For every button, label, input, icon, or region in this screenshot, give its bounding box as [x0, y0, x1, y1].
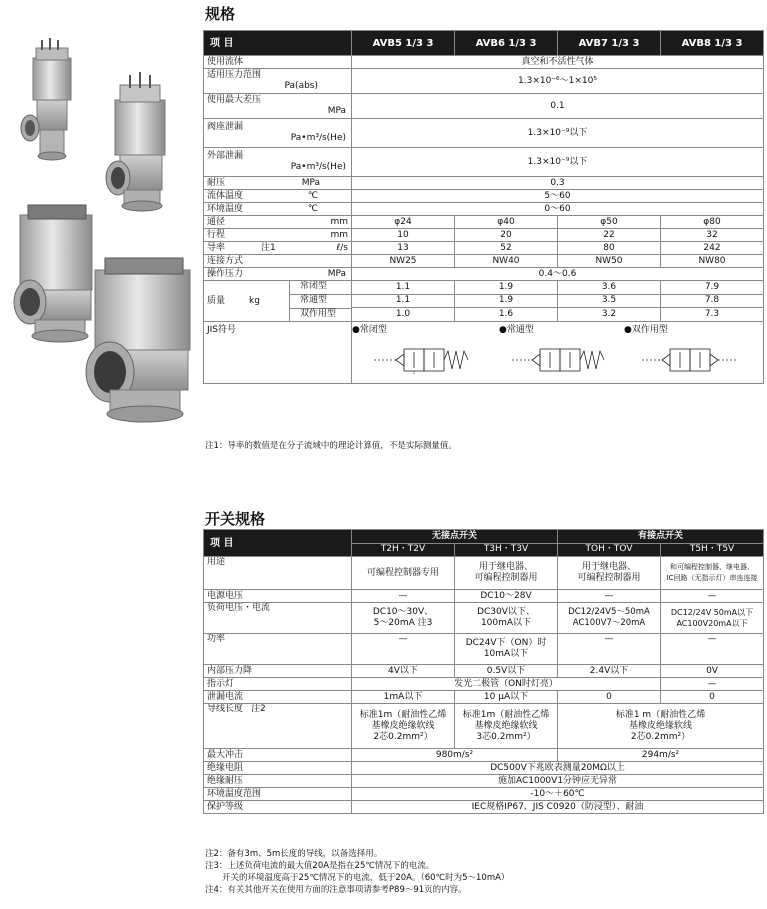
cell: NW40: [455, 255, 558, 268]
cell: 0: [558, 691, 661, 704]
cell-line: 可编程控制器用: [577, 573, 641, 583]
row-label: 外部泄漏: [207, 151, 244, 161]
row-label: 环境温度: [207, 203, 244, 214]
cell: —: [661, 634, 764, 665]
switch-section-title: 开关规格: [205, 510, 266, 528]
valve-photo-3: [14, 205, 92, 342]
spec-row-max-diff: [204, 94, 764, 119]
switch-model-header: T2H・T2V: [352, 543, 455, 557]
row-label: 导率: [207, 242, 226, 253]
switch-row-lead: [204, 704, 764, 749]
cell: [455, 704, 558, 749]
group-header: 有接点开关: [558, 530, 764, 544]
spec-header-row: [204, 31, 764, 56]
row-unit: MPa: [327, 268, 346, 279]
row-label: 负荷电压・电流: [204, 603, 352, 634]
spec-note-1: 注1：导率的数值是在分子流域中的理论计算值，不是实际测量值。: [205, 441, 457, 451]
cell-line: 基橡皮绝缘软线: [474, 720, 538, 731]
row-value: 1.3×10⁻⁹以下: [352, 119, 764, 148]
switch-row-supply: [204, 590, 764, 603]
switch-model-header: T3H・T3V: [455, 543, 558, 557]
cell: —: [352, 590, 455, 603]
row-label: 使用最大差压: [207, 95, 262, 105]
cell: [455, 557, 558, 590]
row-value: 0.4～0.6: [352, 268, 764, 281]
spec-row-mass-nc: [204, 281, 764, 295]
cell-line: AC100V7～20mA: [572, 618, 646, 628]
cell: 52: [455, 242, 558, 255]
product-photos: [0, 0, 200, 460]
row-label: 环境温度范围: [204, 788, 352, 801]
row-label: 连接方式: [207, 255, 244, 266]
cell: [558, 557, 661, 590]
model-header: AVB6 1/3 3: [455, 31, 558, 56]
cell: —: [558, 590, 661, 603]
row-note: 注1: [261, 242, 276, 253]
cell: 1.1: [352, 281, 455, 295]
switch-row-shock: [204, 749, 764, 762]
valve-photo-4: [86, 258, 190, 422]
row-label: 操作压力: [207, 268, 244, 279]
mass-unit: kg: [249, 295, 260, 306]
row-note: 注2: [251, 704, 266, 714]
row-unit: mm: [330, 229, 348, 240]
row-value: -10～＋60℃: [352, 788, 764, 801]
spec-row-jis: [204, 322, 764, 384]
note-line: 注2：备有3m、5m长度的导线，以备选择用。: [205, 849, 383, 859]
cell: —: [661, 590, 764, 603]
valve-photo-2: [106, 72, 165, 211]
cell-line: DC24V下（ON）时: [465, 638, 547, 648]
mass-type: 常闭型: [290, 281, 351, 295]
cell: 980m/s²: [352, 749, 558, 762]
row-unit: ℓ/s: [336, 242, 348, 253]
row-label: 绝缘电阻: [204, 762, 352, 775]
cell-line: 2芯0.2mm²）: [373, 731, 433, 742]
row-label: 用途: [204, 557, 352, 590]
row-value: 0.1: [352, 94, 764, 119]
row-label: 行程: [207, 229, 226, 240]
valve-photo-1: [21, 38, 71, 160]
jis-type-nc: ●常闭型: [352, 325, 387, 335]
cell: [558, 704, 764, 749]
spec-section-title: 规格: [205, 5, 236, 23]
model-header: AVB7 1/3 3: [558, 31, 661, 56]
switch-model-header: T5H・T5V: [661, 543, 764, 557]
cell: 13: [352, 242, 455, 255]
switch-row-usage: [204, 557, 764, 590]
cell: 7.3: [661, 308, 764, 322]
cell-line: 100mA以下: [480, 618, 532, 628]
row-value: 1.3×10⁻⁹以下: [352, 148, 764, 177]
spec-row-operating-pressure: [204, 268, 764, 281]
group-header: 无接点开关: [352, 530, 558, 544]
cell-line: 5～20mA 注3: [373, 618, 433, 628]
row-unit: ℃: [307, 203, 318, 214]
cell: φ50: [558, 216, 661, 229]
cell-line: 和可编程控制器、继电器、: [670, 563, 755, 571]
switch-notes: [205, 848, 509, 896]
switch-row-protection: [204, 801, 764, 814]
cell: 3.5: [558, 294, 661, 308]
switch-row-drop: [204, 665, 764, 678]
jis-label: JIS符号: [204, 322, 352, 384]
cell: [352, 704, 455, 749]
cell-line: 3芯0.2mm²）: [476, 731, 536, 742]
note-line: 注4：有关其他开关在使用方面的注意事项请参考P89～91页的内容。: [205, 885, 467, 895]
cell: 294m/s²: [558, 749, 764, 762]
cell-line: 用于继电器、: [582, 562, 637, 572]
cell: 7.8: [661, 294, 764, 308]
row-label: 保护等级: [204, 801, 352, 814]
cell: [455, 634, 558, 665]
row-label: 绝缘耐压: [204, 775, 352, 788]
cell: 32: [661, 229, 764, 242]
switch-header-item: 项 目: [204, 530, 352, 557]
row-value: 5～60: [352, 190, 764, 203]
cell-line: 可编程控制器专用: [366, 567, 439, 578]
cell: [661, 603, 764, 634]
cell: [558, 603, 661, 634]
cell: 1.1: [352, 294, 455, 308]
spec-row-proof: [204, 177, 764, 190]
cell: —: [661, 678, 764, 691]
cell: 2.4V以下: [558, 665, 661, 678]
cell: 10 μA以下: [455, 691, 558, 704]
cell-line: 标准1m（耐油性乙烯: [462, 709, 550, 720]
switch-row-leakage: [204, 691, 764, 704]
cell: 1.0: [352, 308, 455, 322]
cell: —: [352, 634, 455, 665]
cell-line: DC10～30V、: [372, 607, 434, 617]
spec-row-fluid-temp: [204, 190, 764, 203]
cell: [661, 557, 764, 590]
mass-type: 双作用型: [300, 309, 337, 319]
row-unit: Pa•m³/s(He): [290, 162, 346, 172]
row-label: 指示灯: [204, 678, 352, 691]
switch-row-indicator: [204, 678, 764, 691]
row-label: 内部压力降: [204, 665, 352, 678]
cell: 1.6: [455, 308, 558, 322]
cell: 22: [558, 229, 661, 242]
cell-line: AC100V20mA以下: [676, 619, 748, 628]
cell: 4V以下: [352, 665, 455, 678]
row-label: 耐压: [207, 177, 226, 188]
row-value: DC500V下兆欧表测量20MΩ以上: [352, 762, 764, 775]
jis-type-no: ●常通型: [499, 325, 534, 335]
row-label: 功率: [204, 634, 352, 665]
row-unit: Pa(abs): [284, 81, 318, 91]
switch-row-ambient: [204, 788, 764, 801]
spec-row-ambient-temp: [204, 203, 764, 216]
cell-line: 用于继电器、: [479, 562, 534, 572]
spec-table: [203, 30, 764, 384]
spec-row-pressure-range: [204, 69, 764, 94]
model-header: AVB5 1/3 3: [352, 31, 455, 56]
cell-line: DC12/24V 50mA以下: [670, 608, 754, 617]
row-unit: MPa: [327, 106, 346, 116]
row-label: 阀座泄漏: [207, 122, 244, 132]
row-unit: MPa: [301, 177, 320, 188]
spec-row-seat-leak: [204, 119, 764, 148]
cell: 0V: [661, 665, 764, 678]
note-line: 注3：上述负荷电流的最大值20A是指在25℃情况下的电流。: [205, 861, 435, 871]
switch-row-load: [204, 603, 764, 634]
cell: 10: [352, 229, 455, 242]
row-label: 通径: [207, 216, 226, 227]
cell: 20: [455, 229, 558, 242]
cell: φ80: [661, 216, 764, 229]
cell: 7.9: [661, 281, 764, 295]
switch-row-power: [204, 634, 764, 665]
row-label: 流体温度: [207, 190, 244, 201]
row-label: 最大冲击: [204, 749, 352, 762]
row-unit: Pa•m³/s(He): [290, 133, 346, 143]
cell: 1.9: [455, 294, 558, 308]
mass-type: 常通型: [290, 295, 351, 309]
row-value: 发光二极管（ON时灯亮）: [352, 678, 661, 691]
spec-row-conductance: [204, 242, 764, 255]
cell-line: 可编程控制器用: [474, 573, 538, 583]
jis-symbols: [352, 322, 764, 384]
cell: —: [558, 634, 661, 665]
spec-row-connection: [204, 255, 764, 268]
row-value: IEC规格IP67、JIS C0920（防浸型）、耐油: [352, 801, 764, 814]
spec-row-stroke: [204, 229, 764, 242]
cell: [352, 557, 455, 590]
row-label: 适用压力范围: [207, 70, 262, 80]
cell-line: DC30V以下、: [477, 607, 535, 617]
row-value: 1.3×10⁻⁶～1×10⁵: [352, 69, 764, 94]
row-value: 施加AC1000V1分钟应无异常: [352, 775, 764, 788]
cell: DC10～28V: [455, 590, 558, 603]
cell-line: 标准1m（耐油性乙烯: [359, 709, 447, 720]
row-label: 电源电压: [204, 590, 352, 603]
cell-line: 2芯0.2mm²）: [630, 731, 691, 742]
cell: NW50: [558, 255, 661, 268]
row-value: 真空和不活性气体: [352, 56, 764, 69]
note-line: 开关的环境温度高于25℃情况下的电流，低于20A。（60℃时为5～10mA）: [205, 873, 510, 883]
cell: 3.6: [558, 281, 661, 295]
mass-label: 质量: [207, 295, 226, 306]
cell: 1.9: [455, 281, 558, 295]
cell: φ24: [352, 216, 455, 229]
cell: NW25: [352, 255, 455, 268]
cell-line: 基橡皮绝缘软线: [371, 720, 435, 731]
switch-model-header: TOH・TOV: [558, 543, 661, 557]
cell: 1mA以下: [352, 691, 455, 704]
cell: φ40: [455, 216, 558, 229]
row-label: 使用流体: [207, 56, 244, 67]
row-label: 导线长度: [207, 704, 244, 714]
spec-row-fluid: [204, 56, 764, 69]
switch-header-group-row: [204, 530, 764, 544]
row-unit: mm: [330, 216, 348, 227]
cell: 80: [558, 242, 661, 255]
jis-symbol-diagram: [352, 335, 762, 375]
cell: 3.2: [558, 308, 661, 322]
cell-line: DC12/24V5～50mA: [568, 607, 650, 617]
row-value: 0.3: [352, 177, 764, 190]
cell: 0.5V以下: [455, 665, 558, 678]
row-value: 0～60: [352, 203, 764, 216]
row-label: 泄漏电流: [204, 691, 352, 704]
spec-row-external-leak: [204, 148, 764, 177]
cell: [352, 603, 455, 634]
cell: NW80: [661, 255, 764, 268]
cell: 242: [661, 242, 764, 255]
cell: 0: [661, 691, 764, 704]
cell: [455, 603, 558, 634]
switch-table: [203, 529, 764, 814]
switch-row-withstand: [204, 775, 764, 788]
model-header: AVB8 1/3 3: [661, 31, 764, 56]
cell-line: 10mA以下: [483, 649, 529, 659]
cell-line: 标准1 m（耐油性乙烯: [615, 709, 706, 720]
spec-row-port: [204, 216, 764, 229]
spec-header-item: 项 目: [204, 31, 352, 56]
jis-type-da: ●双作用型: [624, 325, 668, 335]
row-unit: ℃: [307, 190, 318, 201]
cell-line: IC回路（无指示灯）串连连接: [666, 574, 758, 582]
switch-row-insulation: [204, 762, 764, 775]
cell-line: 基橡皮绝缘软线: [629, 720, 693, 731]
